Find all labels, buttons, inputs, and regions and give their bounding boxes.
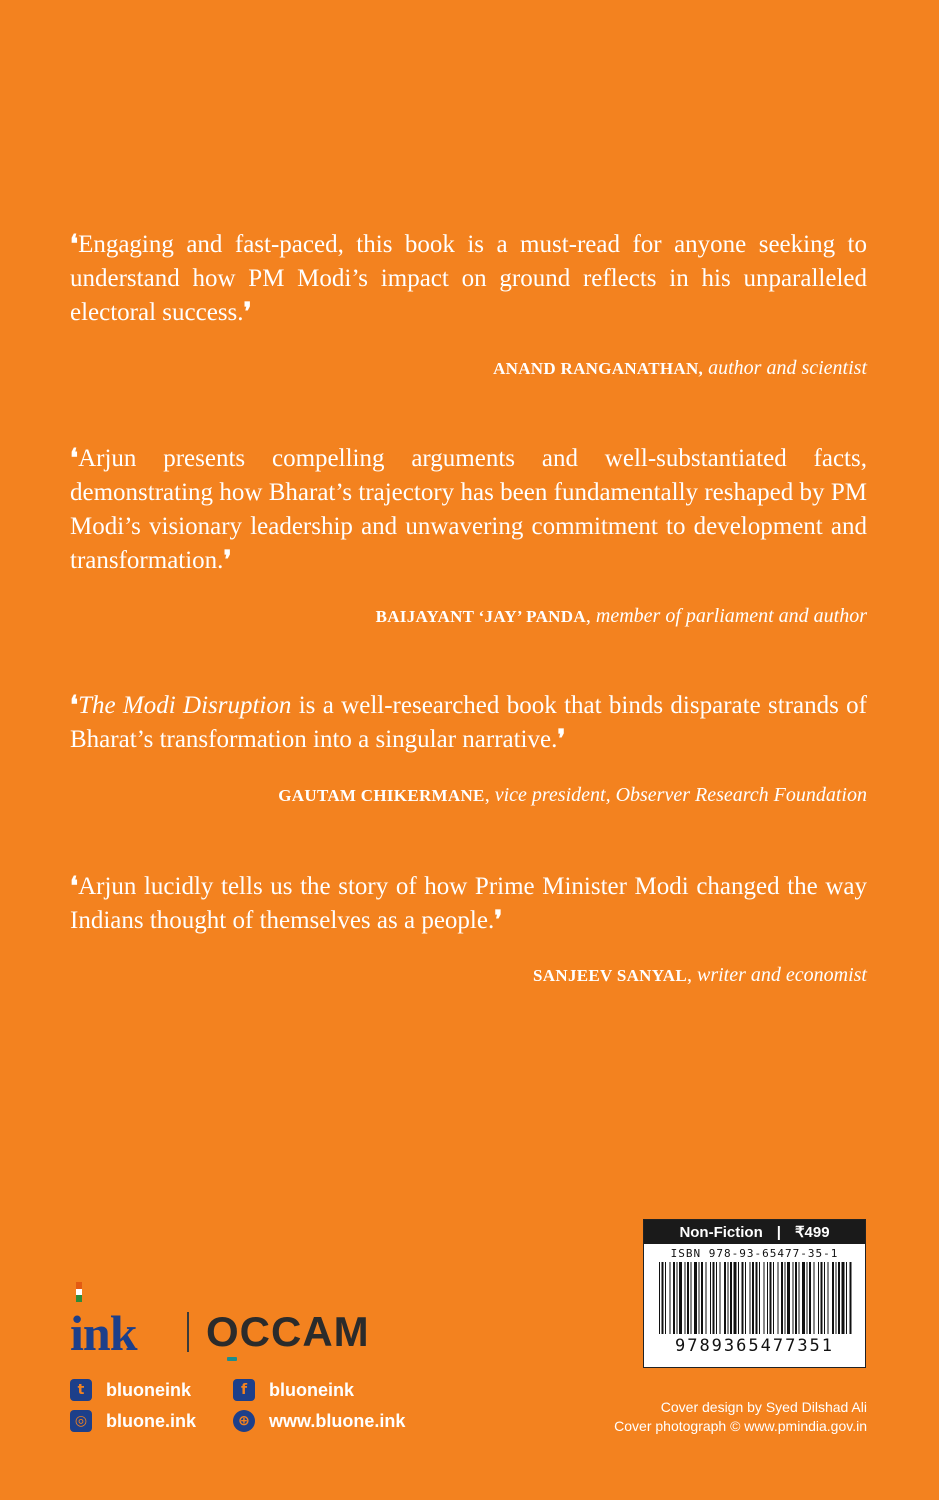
- quote-text: is a well-researched book that binds disparate strands of Bharat’s transformation into a singular narrative.: [70, 692, 868, 753]
- open-quote-mark: ❛: [70, 231, 79, 258]
- occam-accent: [227, 1357, 237, 1361]
- barcode-bar: [752, 1262, 754, 1334]
- quote-3: [70, 689, 867, 757]
- barcode-bar: [767, 1262, 768, 1334]
- barcode-bar: [841, 1262, 844, 1334]
- barcode-bar: [724, 1262, 726, 1334]
- barcode-bar: [659, 1262, 660, 1334]
- barcode-bar: [820, 1262, 822, 1334]
- quote-1: [70, 228, 867, 330]
- barcode-bar: [773, 1262, 774, 1334]
- attribution-role: vice president, Observer Research Foundation: [494, 784, 867, 806]
- attribution-separator: ,: [484, 784, 495, 806]
- photo-credit: Cover photograph © www.pmindia.gov.in: [614, 1418, 867, 1434]
- barcode-bar: [710, 1262, 711, 1334]
- barcode-bar: [781, 1262, 783, 1334]
- ink-logo: ink: [70, 1305, 137, 1361]
- attribution-role: author and scientist: [708, 357, 867, 379]
- barcode-bar: [838, 1262, 840, 1334]
- barcode-bar: [698, 1262, 699, 1334]
- barcode-bar: [690, 1262, 691, 1334]
- attribution-role: member of parliament and author: [595, 605, 867, 627]
- social-twitter: [70, 1379, 191, 1401]
- barcode-bar: [727, 1262, 728, 1334]
- barcode-bar: [676, 1262, 677, 1334]
- barcode-bar: [787, 1262, 790, 1334]
- barcode-bar: [827, 1262, 828, 1334]
- barcode-bar: [792, 1262, 793, 1334]
- logo-divider: [187, 1312, 189, 1352]
- attribution-2: [376, 605, 867, 628]
- barcode-bar: [755, 1262, 757, 1334]
- genre-label: Non-Fiction: [679, 1223, 763, 1241]
- quote-2: [70, 442, 867, 578]
- cover-credits: [614, 1398, 867, 1436]
- barcode-bar: [784, 1262, 785, 1334]
- barcode-bar: [759, 1262, 760, 1334]
- social-handle: bluoneink: [269, 1379, 354, 1400]
- barcode-bar: [795, 1262, 797, 1334]
- barcode-bar: [694, 1262, 697, 1334]
- barcode-bar: [832, 1262, 834, 1334]
- twitter-icon: t: [70, 1379, 92, 1401]
- attribution-1: [493, 357, 867, 380]
- social-facebook: [233, 1379, 354, 1401]
- barcode-bar: [669, 1262, 670, 1334]
- barcode-bar: [749, 1262, 750, 1334]
- attribution-name: GAUTAM CHIKERMANE: [278, 786, 485, 805]
- quote-text: Engaging and fast-paced, this book is a must-read for anyone seeking to understand how PM Modi’s impact on ground reflects in his unparalleled electoral success.: [70, 231, 867, 326]
- attribution-4: [533, 964, 867, 987]
- attribution-separator: ,: [687, 964, 697, 986]
- isbn-label: ISBN 978-93-65477-35-1: [670, 1247, 839, 1260]
- barcode-bar: [745, 1262, 746, 1334]
- barcode-box: [643, 1219, 866, 1368]
- barcode-bar: [705, 1262, 706, 1334]
- close-quote-mark: ❜: [557, 726, 566, 753]
- barcode-bar: [824, 1262, 825, 1334]
- open-quote-mark: ❛: [70, 445, 79, 472]
- social-instagram: [70, 1410, 196, 1432]
- attribution-name: BAIJAYANT ‘JAY’ PANDA: [375, 607, 586, 626]
- barcode-bar: [763, 1262, 764, 1334]
- globe-icon: ⊕: [233, 1410, 255, 1432]
- barcode-bar: [835, 1262, 836, 1334]
- book-title: The Modi Disruption: [78, 692, 292, 719]
- barcode-bar: [716, 1262, 717, 1334]
- barcode-bar: [673, 1262, 675, 1334]
- barcode-bar: [741, 1262, 743, 1334]
- barcode-bar: [684, 1262, 685, 1334]
- barcode-header: [644, 1220, 865, 1244]
- open-quote-mark: ❛: [70, 692, 79, 719]
- facebook-icon: f: [233, 1379, 255, 1401]
- close-quote-mark: ❜: [223, 547, 232, 574]
- barcode-bar: [846, 1262, 847, 1334]
- barcode-bar: [730, 1262, 732, 1334]
- barcode-bar: [661, 1262, 663, 1334]
- attribution-name: SANJEEV SANYAL: [533, 966, 687, 985]
- barcode-bar: [733, 1262, 736, 1334]
- close-quote-mark: ❜: [494, 907, 503, 934]
- open-quote-mark: ❛: [70, 873, 79, 900]
- price-label: ₹499: [794, 1224, 830, 1241]
- barcode-bar: [719, 1262, 720, 1334]
- social-handle: www.bluone.ink: [269, 1410, 406, 1431]
- barcode-bars: [655, 1262, 855, 1334]
- barcode-bar: [712, 1262, 714, 1334]
- barcode-bar: [665, 1262, 666, 1334]
- barcode-bar: [802, 1262, 805, 1334]
- close-quote-mark: ❜: [243, 299, 252, 326]
- barcode-bar: [813, 1262, 814, 1334]
- barcode-bar: [687, 1262, 689, 1334]
- social-handle: bluoneink: [106, 1379, 191, 1400]
- instagram-icon: ◎: [70, 1410, 92, 1432]
- barcode-bar: [769, 1262, 771, 1334]
- barcode-bar: [798, 1262, 799, 1334]
- attribution-name: ANAND RANGANATHAN,: [493, 359, 704, 378]
- quote-text: Arjun presents compelling arguments and well-substantiated facts, demonstrating how Bharat’s trajectory has been fundamentally reshaped by PM Modi’s visionary leadership and unwavering commitment to development and transformation.: [70, 445, 867, 574]
- barcode-bar: [701, 1262, 703, 1334]
- social-website: [233, 1410, 405, 1432]
- design-credit: Cover design by Syed Dilshad Ali: [660, 1399, 867, 1415]
- barcode-bar: [738, 1262, 739, 1334]
- barcode-bar: [679, 1262, 682, 1334]
- social-handle: bluone.ink: [106, 1410, 196, 1431]
- header-separator: |: [776, 1223, 781, 1241]
- occam-logo: OCCAM: [206, 1308, 370, 1355]
- attribution-role: writer and economist: [697, 964, 867, 986]
- barcode-bar: [806, 1262, 807, 1334]
- barcode-bar: [818, 1262, 819, 1334]
- attribution-separator: ,: [585, 605, 596, 627]
- barcode-bar: [777, 1262, 778, 1334]
- barcode-digits: 9789365477351: [674, 1336, 835, 1356]
- quote-text: Arjun lucidly tells us the story of how Prime Minister Modi changed the way Indians thought of themselves as a people.: [70, 873, 867, 934]
- publisher-logos: [70, 1282, 370, 1362]
- quote-4: [70, 870, 867, 938]
- flag-mark-icon: [76, 1282, 82, 1302]
- barcode-bar: [849, 1262, 851, 1334]
- barcode-bar: [809, 1262, 811, 1334]
- attribution-3: [278, 784, 867, 807]
